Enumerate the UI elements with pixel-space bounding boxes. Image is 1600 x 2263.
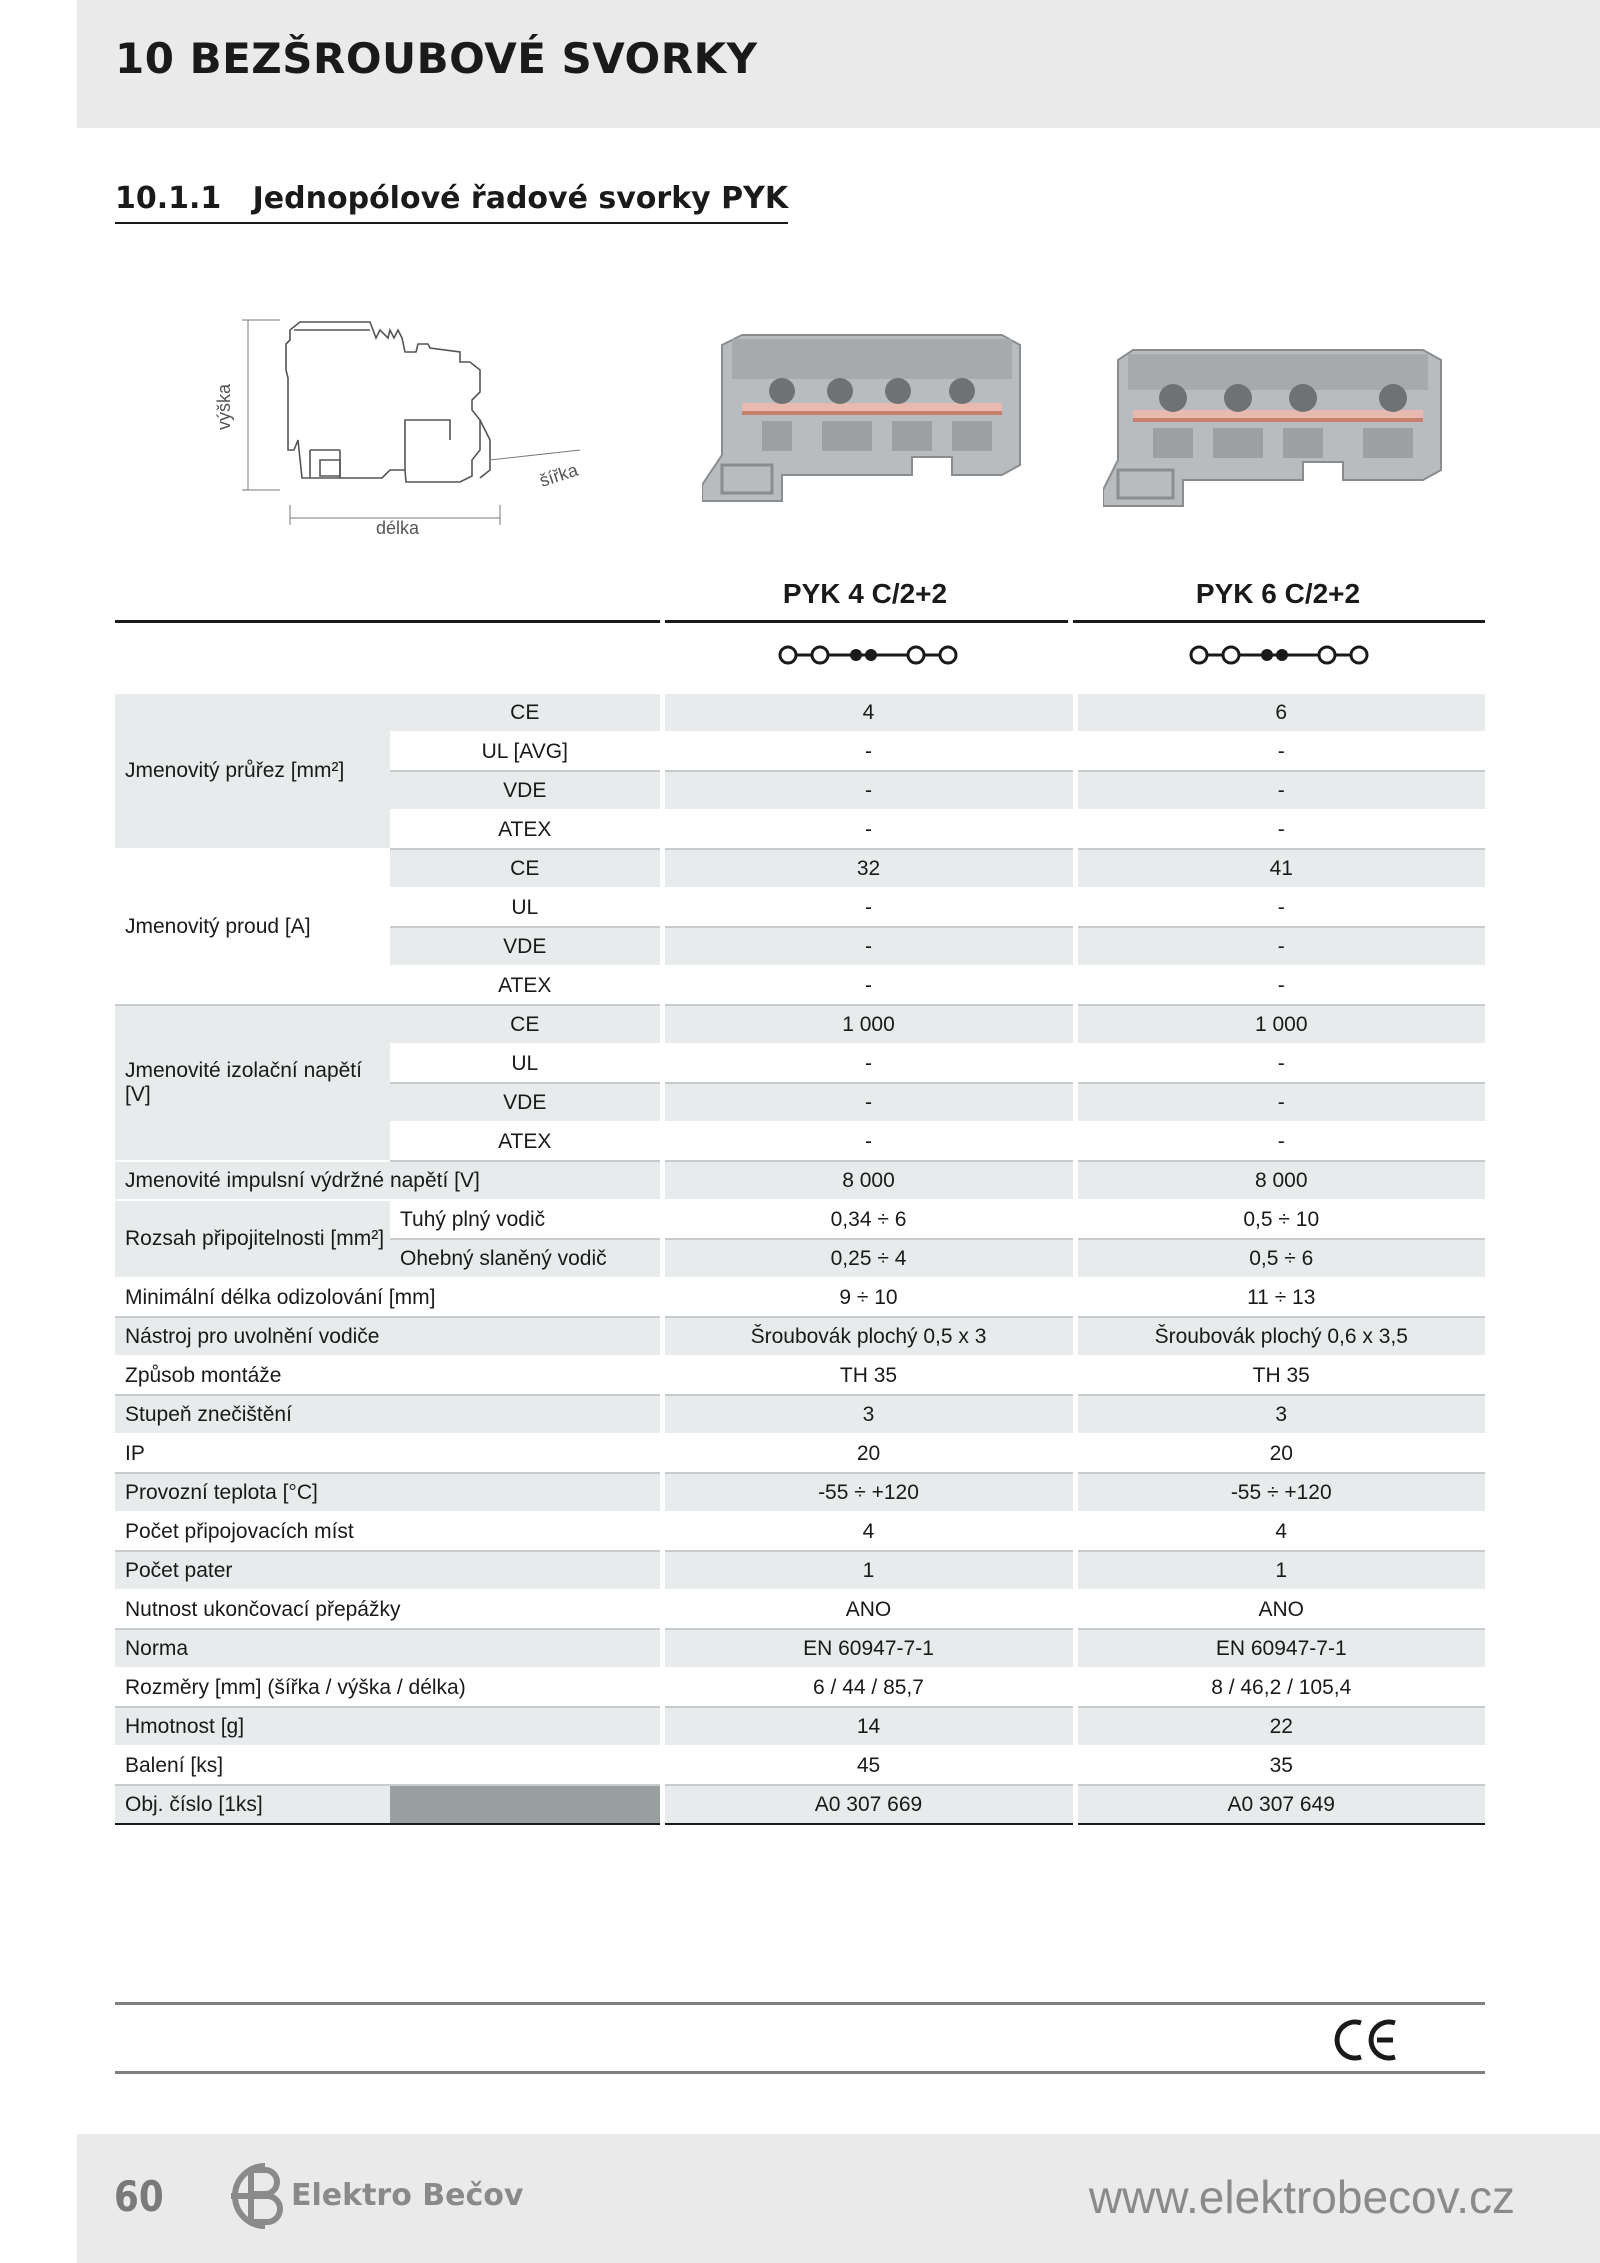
- value-cell: 11 ÷ 13: [1075, 1278, 1485, 1317]
- terminal-outline-drawing: [190, 300, 610, 545]
- value-cell: ANO: [1075, 1590, 1485, 1629]
- sub-label: VDE: [390, 927, 662, 966]
- row-label: Provozní teplota [°C]: [115, 1473, 662, 1512]
- group-label: Jmenovité izolační napětí [V]: [115, 1005, 390, 1161]
- table-row: [115, 1551, 1485, 1590]
- row-label: Minimální délka odizolování [mm]: [115, 1278, 662, 1317]
- row-label: IP: [115, 1434, 662, 1473]
- sub-label: VDE: [390, 1083, 662, 1122]
- sub-label: CE: [390, 849, 662, 888]
- row-label: Hmotnost [g]: [115, 1707, 662, 1746]
- table-row: [115, 1590, 1485, 1629]
- grey-block: [390, 1785, 662, 1824]
- row-label: Stupeň znečištění: [115, 1395, 662, 1434]
- value-cell: 45: [662, 1746, 1075, 1785]
- value-cell: 6 / 44 / 85,7: [662, 1668, 1075, 1707]
- value-cell: Šroubovák plochý 0,6 x 3,5: [1075, 1317, 1485, 1356]
- certification-box: [115, 2002, 1485, 2074]
- value-cell: EN 60947-7-1: [1075, 1629, 1485, 1668]
- elektro-becov-logo-icon: [225, 2156, 289, 2236]
- value-cell: 6: [1075, 694, 1485, 732]
- value-cell: -: [1075, 888, 1485, 927]
- row-label: Norma: [115, 1629, 662, 1668]
- value-cell: -: [1075, 1083, 1485, 1122]
- value-cell: -: [662, 927, 1075, 966]
- value-cell: 41: [1075, 849, 1485, 888]
- value-cell: 0,34 ÷ 6: [662, 1200, 1075, 1239]
- value-cell: EN 60947-7-1: [662, 1629, 1075, 1668]
- table-row: [115, 1629, 1485, 1668]
- table-row: [115, 1668, 1485, 1707]
- circuit-symbol-icon: [768, 640, 968, 670]
- product-name-1: PYK 4 C/2+2: [782, 578, 948, 609]
- value-cell: 9 ÷ 10: [662, 1278, 1075, 1317]
- value-cell: 4: [1075, 1512, 1485, 1551]
- value-cell: -: [662, 966, 1075, 1005]
- sub-label: ATEX: [390, 810, 662, 849]
- table-row: [115, 1317, 1485, 1356]
- table-row: [115, 1707, 1485, 1746]
- value-cell: 1: [662, 1551, 1075, 1590]
- circuit-symbol-icon: [1179, 640, 1379, 670]
- terminal-block-photo-icon: [702, 325, 1042, 505]
- table-row: [115, 1005, 1485, 1044]
- width-label: šířka: [537, 459, 581, 491]
- value-cell: 1 000: [1075, 1005, 1485, 1044]
- ce-mark-icon: [1331, 2017, 1401, 2063]
- circuit-symbol-icon-svg: [1179, 640, 1379, 670]
- sub-label: UL: [390, 1044, 662, 1083]
- table-row: [115, 1161, 1485, 1200]
- value-cell: -: [662, 1083, 1075, 1122]
- value-cell: 1 000: [662, 1005, 1075, 1044]
- value-cell: TH 35: [662, 1356, 1075, 1395]
- value-cell: TH 35: [1075, 1356, 1485, 1395]
- page-header: [77, 0, 1600, 128]
- value-cell: 22: [1075, 1707, 1485, 1746]
- table-row: [115, 1473, 1485, 1512]
- value-cell: 35: [1075, 1746, 1485, 1785]
- section-number: 10.1.1: [115, 181, 222, 216]
- value-cell: 14: [662, 1707, 1075, 1746]
- value-cell: -: [662, 1122, 1075, 1161]
- value-cell: -: [662, 1044, 1075, 1083]
- value-cell: 3: [662, 1395, 1075, 1434]
- sub-label: CE: [390, 1005, 662, 1044]
- table-row: [115, 1200, 1485, 1239]
- value-cell: -: [1075, 927, 1485, 966]
- value-cell: ANO: [662, 1590, 1075, 1629]
- height-label: výška: [214, 383, 234, 430]
- row-label: Balení [ks]: [115, 1746, 662, 1785]
- value-cell: 32: [662, 849, 1075, 888]
- row-label: Počet připojovacích míst: [115, 1512, 662, 1551]
- group-label: Jmenovitý průřez [mm²]: [115, 694, 390, 849]
- sub-label: Ohebný slaněný vodič: [390, 1239, 662, 1278]
- sub-label: CE: [390, 694, 662, 732]
- group-label: Rozsah připojitelnosti [mm²]: [115, 1200, 390, 1278]
- section-name: Jednopólové řadové svorky PYK: [252, 181, 789, 216]
- value-cell: -: [1075, 966, 1485, 1005]
- sub-label: ATEX: [390, 966, 662, 1005]
- column-gap: [1068, 568, 1073, 624]
- value-cell: -55 ÷ +120: [1075, 1473, 1485, 1512]
- row-label: Nástroj pro uvolnění vodiče: [115, 1317, 662, 1356]
- value-cell: -: [662, 732, 1075, 771]
- product-photo-pyk6: [1103, 340, 1448, 510]
- value-cell: 4: [662, 1512, 1075, 1551]
- row-label: Rozměry [mm] (šířka / výška / délka): [115, 1668, 662, 1707]
- table-row: [115, 1746, 1485, 1785]
- sub-label: Tuhý plný vodič: [390, 1200, 662, 1239]
- value-cell: Šroubovák plochý 0,5 x 3: [662, 1317, 1075, 1356]
- table-row: [115, 1512, 1485, 1551]
- table-row: [115, 1278, 1485, 1317]
- value-cell: 4: [662, 694, 1075, 732]
- page-number: 60: [114, 2172, 164, 2221]
- value-cell: -: [662, 810, 1075, 849]
- value-cell: 8 000: [662, 1161, 1075, 1200]
- column-gap: [660, 568, 665, 624]
- table-row: [115, 1395, 1485, 1434]
- product-name-2: PYK 6 C/2+2: [1195, 578, 1361, 609]
- sub-label: ATEX: [390, 1122, 662, 1161]
- terminal-block-photo-icon: [1103, 340, 1448, 510]
- row-label: Jmenovité impulsní výdržné napětí [V]: [115, 1161, 662, 1200]
- table-row: [115, 1356, 1485, 1395]
- product-header-row: [115, 568, 1485, 623]
- table-row: [115, 1785, 1485, 1824]
- value-cell: 8 000: [1075, 1161, 1485, 1200]
- value-cell: 20: [1075, 1434, 1485, 1473]
- value-cell: -: [1075, 771, 1485, 810]
- page-footer: [77, 2134, 1600, 2263]
- row-label: Nutnost ukončovací přepážky: [115, 1590, 662, 1629]
- logo-text: Elektro Bečov: [291, 2178, 524, 2213]
- row-label: Obj. číslo [1ks]: [115, 1785, 390, 1824]
- value-cell: -: [662, 771, 1075, 810]
- value-cell: -: [662, 888, 1075, 927]
- table-row: [115, 849, 1485, 888]
- group-label: Jmenovitý proud [A]: [115, 849, 390, 1005]
- value-cell: 0,25 ÷ 4: [662, 1239, 1075, 1278]
- sub-label: UL [AVG]: [390, 732, 662, 771]
- value-cell: 1: [1075, 1551, 1485, 1590]
- website-link[interactable]: www.elektrobecov.cz: [1088, 2171, 1515, 2223]
- value-cell: 0,5 ÷ 10: [1075, 1200, 1485, 1239]
- value-cell: -: [1075, 1044, 1485, 1083]
- value-cell: -: [1075, 810, 1485, 849]
- specification-table: [115, 694, 1485, 1825]
- table-row: [115, 694, 1485, 732]
- section-title: [115, 181, 788, 224]
- row-label: Způsob montáže: [115, 1356, 662, 1395]
- value-cell: 3: [1075, 1395, 1485, 1434]
- value-cell: -: [1075, 1122, 1485, 1161]
- sub-label: VDE: [390, 771, 662, 810]
- value-cell: 0,5 ÷ 6: [1075, 1239, 1485, 1278]
- value-cell: 8 / 46,2 / 105,4: [1075, 1668, 1485, 1707]
- length-label: délka: [376, 518, 420, 538]
- value-cell: -: [1075, 732, 1485, 771]
- sub-label: UL: [390, 888, 662, 927]
- value-cell: A0 307 669: [662, 1785, 1075, 1824]
- value-cell: 20: [662, 1434, 1075, 1473]
- value-cell: -55 ÷ +120: [662, 1473, 1075, 1512]
- company-logo: [225, 2156, 545, 2236]
- row-label: Počet pater: [115, 1551, 662, 1590]
- circuit-symbol-icon-svg: [768, 640, 968, 670]
- dimension-diagram: [190, 300, 610, 545]
- value-cell: A0 307 649: [1075, 1785, 1485, 1824]
- table-row: [115, 1434, 1485, 1473]
- chapter-title: 10 BEZŠROUBOVÉ SVORKY: [115, 34, 758, 83]
- product-photo-pyk4: [702, 325, 1042, 505]
